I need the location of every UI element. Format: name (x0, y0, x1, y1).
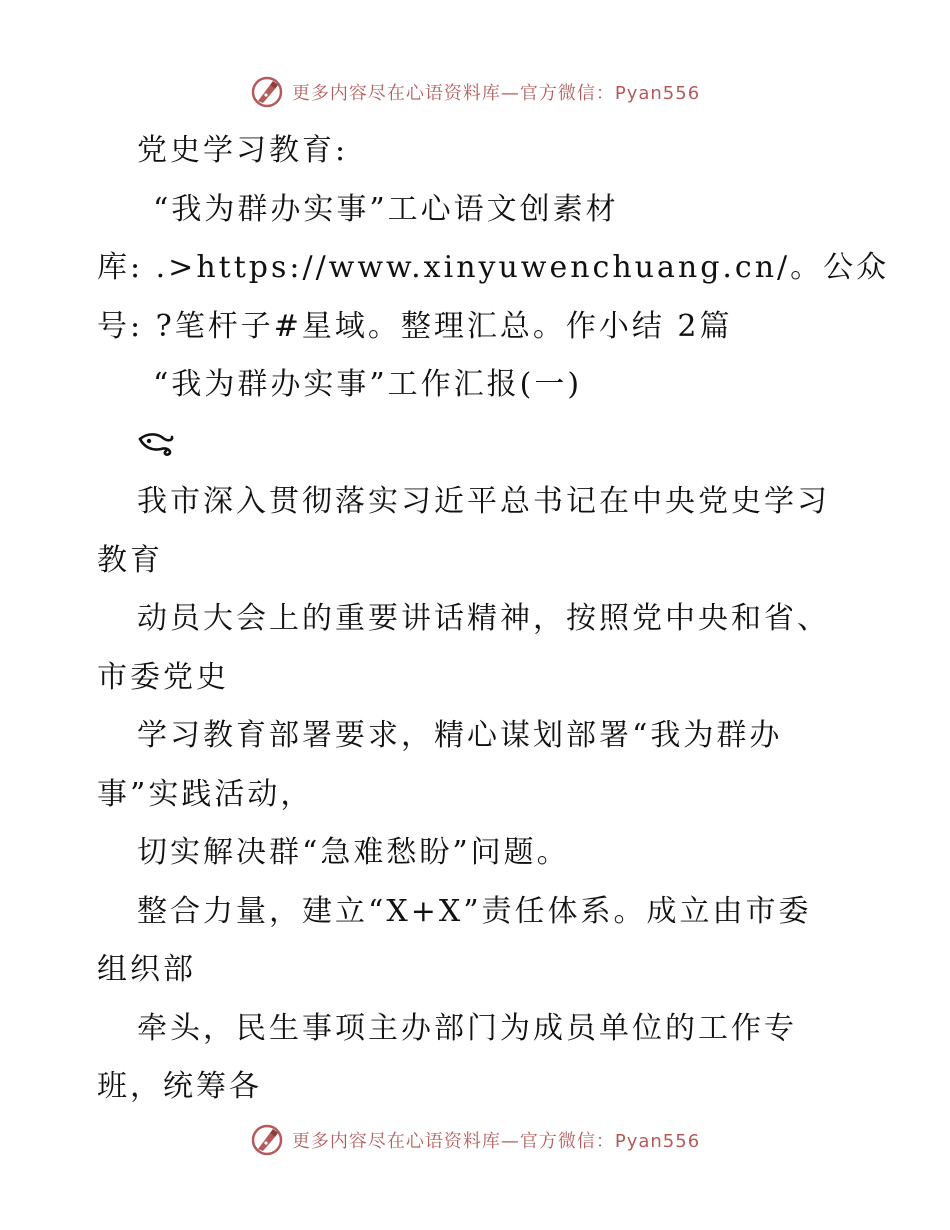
footer-banner-text: 更多内容尽在心语资料库—官方微信：Pyan556 (291, 1131, 701, 1152)
text-line: 市委党史 (97, 659, 229, 695)
document-body (97, 122, 890, 1117)
text-line: 我市深入贯彻落实习近平总书记在中央党史学习 (137, 484, 830, 519)
text-line: “我为群办实事”工心语文创素材 (153, 191, 619, 227)
fleuron-ornament (97, 415, 857, 474)
text-line: 牵头，民生事项主办部门为成员单位的工作专 (137, 1010, 797, 1046)
text-line: 学习教育部署要求，精心谋划部署“我为群办 (137, 718, 783, 753)
pen-nib-logo-icon (250, 75, 284, 109)
text-line: 整合力量，建立“X+X”责任体系。成立由市委 (137, 893, 812, 929)
text-line: 事”实践活动， (97, 776, 314, 812)
fleuron-ornament-icon (137, 431, 175, 457)
text-line: 班，统筹各 (97, 1069, 262, 1104)
text-line: 组织部 (97, 952, 196, 987)
footer-banner (0, 1120, 950, 1160)
text-line: 教育 (97, 542, 163, 578)
header-banner (0, 72, 950, 112)
pen-nib-logo-icon (250, 1123, 284, 1157)
header-banner-text: 更多内容尽在心语资料库—官方微信：Pyan556 (291, 83, 701, 104)
text-line: 库: .>https://www.xinyuwenchuang.cn/。公众 (97, 250, 890, 285)
text-line: 切实解决群“急难愁盼”问题。 (137, 835, 570, 870)
text-line: “我为群办实事”工作汇报(一) (153, 367, 583, 402)
text-line: 号: ?笔杆子#星域。整理汇总。作小结 2篇 (97, 308, 733, 344)
text-line: 党史学习教育: (137, 133, 349, 168)
text-line: 动员大会上的重要讲话精神，按照党中央和省、 (137, 601, 830, 636)
